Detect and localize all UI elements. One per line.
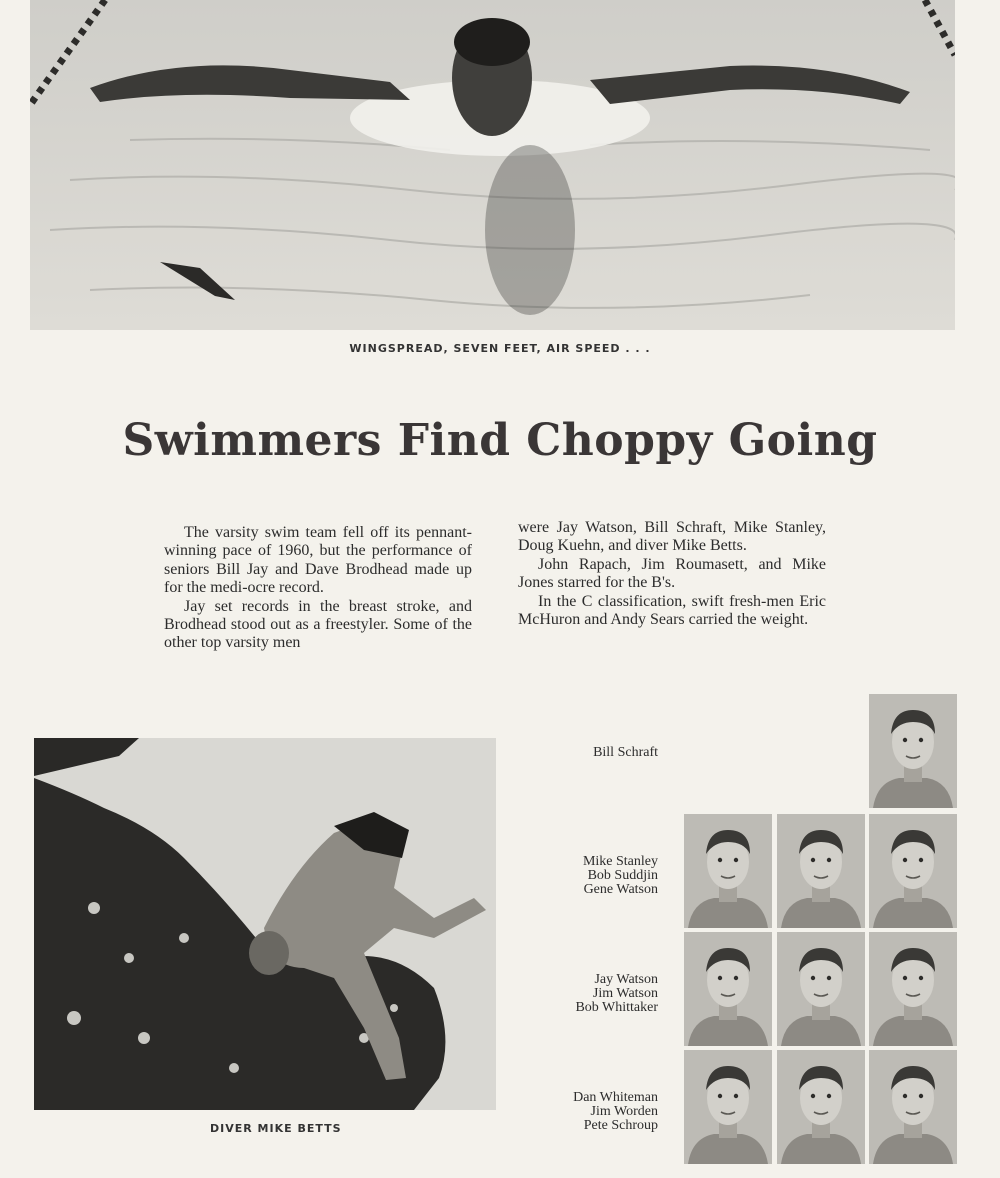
- roster-name: Mike Stanley: [582, 854, 658, 869]
- roster-name: Bill Schraft: [593, 745, 658, 760]
- diver-photo: [34, 738, 496, 1110]
- diver-photo-caption: DIVER MIKE BETTS: [210, 1122, 342, 1135]
- roster-names-row-2: [583, 855, 658, 897]
- roster-name: Jim Watson: [592, 986, 658, 1001]
- portrait-photo: [777, 932, 865, 1046]
- portrait-photo: [869, 814, 957, 928]
- portrait-photo: [869, 694, 957, 808]
- portrait-photo: [684, 814, 772, 928]
- page-headline: Swimmers Find Choppy Going: [122, 415, 878, 466]
- roster-names-row-4: [573, 1091, 658, 1133]
- top-photo-caption: WINGSPREAD, SEVEN FEET, AIR SPEED . . .: [349, 342, 651, 355]
- butterfly-swimmer-photo: [30, 0, 955, 330]
- portrait-photo: [684, 1050, 772, 1164]
- roster-name: Gene Watson: [583, 882, 658, 897]
- article-paragraph: The varsity swim team fell off its pennant-winning pace of 1960, but the performance of seniors Bill Jay and Dave Brodhead made up for the medi-ocre record.: [164, 524, 472, 597]
- article-column-1: [164, 524, 472, 653]
- portrait-photo: [777, 814, 865, 928]
- article-paragraph: Jay set records in the breast stroke, and Brodhead stood out as a freestyler. Some of the other top varsity men: [164, 597, 472, 652]
- roster-name: Bob Suddjin: [587, 868, 658, 883]
- portrait-photo: [777, 1050, 865, 1164]
- roster-name: Jay Watson: [594, 972, 658, 987]
- article-column-2: [518, 519, 826, 629]
- portrait-photo: [684, 932, 772, 1046]
- roster-name: Bob Whittaker: [575, 1000, 658, 1015]
- roster-names-row-3: [575, 973, 658, 1015]
- roster-names-row-1: [593, 746, 658, 760]
- roster-name: Dan Whiteman: [573, 1090, 658, 1105]
- article-paragraph: were Jay Watson, Bill Schraft, Mike Stanley, Doug Kuehn, and diver Mike Betts.: [518, 519, 826, 555]
- article-paragraph: In the C classification, swift fresh-men Eric McHuron and Andy Sears carried the weight.: [518, 592, 826, 629]
- portrait-photo: [869, 1050, 957, 1164]
- portrait-photo: [869, 932, 957, 1046]
- article-paragraph: John Rapach, Jim Roumasett, and Mike Jones starred for the B's.: [518, 555, 826, 592]
- roster-name: Jim Worden: [590, 1104, 658, 1119]
- roster-name: Pete Schroup: [583, 1118, 658, 1133]
